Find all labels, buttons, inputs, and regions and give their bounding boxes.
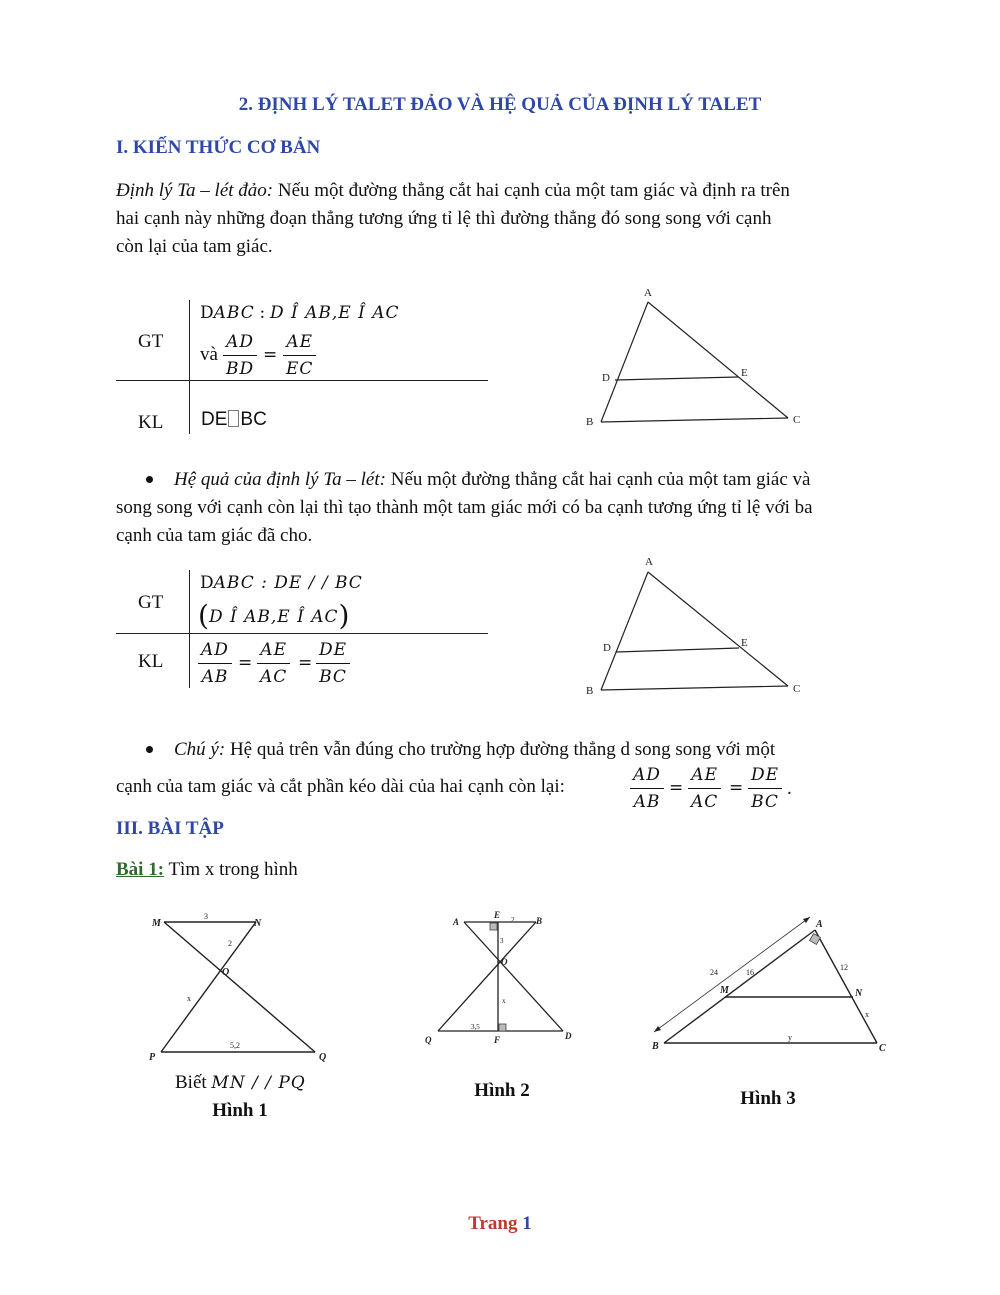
point-n-label: N — [855, 988, 863, 999]
note-period: . — [787, 778, 792, 799]
table2-frac3-den: BC — [319, 667, 347, 687]
theorem-line-1: Nếu một đường thẳng cắt hai cạnh của một tam giác và định ra trên — [273, 180, 790, 201]
corollary-line-3: cạnh của tam giác đã cho. — [116, 525, 313, 546]
table2-frac3-num: DE — [316, 640, 350, 664]
table1-parallel-glyph-box — [228, 410, 239, 427]
length-of: x — [502, 997, 506, 1005]
length-am: 16 — [746, 968, 754, 977]
segment-de — [616, 648, 739, 652]
point-a-label: A — [645, 556, 653, 568]
figure-triangle-middle — [580, 552, 810, 700]
note-frac1-num: AD — [630, 765, 664, 789]
table2-equals-2: = — [298, 653, 313, 673]
table2-gt-label: GT — [138, 592, 164, 613]
corollary-line-2: song song với cạnh còn lại thì tạo thành một tam giác mới có ba cạnh tương ứng tỉ lệ với ba — [116, 497, 813, 518]
point-b-label: B — [586, 685, 594, 697]
page-title: 2. ĐỊNH LÝ TALET ĐẢO VÀ HỆ QUẢ CỦA ĐỊNH LÝ TALET — [238, 94, 762, 115]
table2-horizontal-rule — [116, 633, 488, 634]
corollary-label: Hệ quả của định lý Ta – lét: — [174, 469, 386, 490]
table2-fraction-ad-ab — [198, 640, 232, 687]
corollary-paragraph — [116, 466, 908, 550]
table2-hypothesis-1 — [200, 572, 363, 594]
table2-frac2-den: AC — [260, 667, 288, 687]
table1-horizontal-rule — [116, 380, 488, 381]
segment-de — [615, 377, 738, 380]
exercise-1-label: Bài 1: — [116, 859, 165, 880]
table1-fraction-ae-ec — [283, 332, 316, 379]
point-c-label: C — [793, 683, 801, 695]
point-e-label: E — [494, 910, 501, 920]
segment-ad — [464, 922, 563, 1031]
point-d-label: D — [565, 1031, 572, 1041]
table1-kl-label: KL — [138, 412, 164, 433]
segment-np — [161, 922, 256, 1052]
length-an: 12 — [840, 963, 848, 972]
point-f-label: F — [494, 1035, 501, 1045]
table2-equals-1: = — [238, 653, 253, 673]
length-no: 2 — [228, 939, 232, 948]
figure-2-caption: Hình 2 — [474, 1080, 530, 1101]
figure-3-caption: Hình 3 — [740, 1088, 796, 1109]
note-frac2-num: AE — [688, 765, 721, 789]
table2-fraction-de-bc — [316, 640, 350, 687]
footer-word: Trang — [468, 1213, 518, 1234]
point-c-label: C — [879, 1043, 886, 1054]
table1-colon: : — [259, 303, 266, 323]
figure-3 — [640, 905, 900, 1060]
table2-frac1-num: AD — [198, 640, 232, 664]
note-frac3-num: DE — [748, 765, 782, 789]
length-ab: 24 — [710, 968, 718, 977]
note-fraction-ae-ac — [688, 765, 721, 812]
table2-vertical-rule — [189, 570, 190, 688]
point-e-label: E — [741, 637, 748, 649]
point-q-label: Q — [425, 1035, 432, 1045]
table2-frac1-den: AB — [201, 667, 229, 687]
note-line-2: cạnh của tam giác và cắt phần kéo dài của hai cạnh còn lại: — [116, 776, 565, 797]
dimension-arrow-top — [803, 917, 810, 923]
length-mn: 3 — [204, 912, 208, 921]
theorem-line-3: còn lại của tam giác. — [116, 236, 273, 257]
side-bc — [601, 418, 788, 422]
segment-bq — [438, 922, 536, 1031]
table2-hypothesis-2 — [198, 599, 349, 632]
note-fraction-ad-ab — [630, 765, 664, 812]
point-q-label: Q — [319, 1052, 327, 1063]
point-o-label: O — [501, 957, 508, 967]
figure-1-given-math: MN / / PQ — [211, 1073, 306, 1093]
point-a-label: A — [816, 919, 823, 930]
length-pq: 5,2 — [230, 1041, 240, 1050]
point-m-label: M — [720, 985, 729, 996]
point-b-label: B — [586, 416, 594, 428]
point-n-label: N — [254, 918, 262, 929]
table2-triangle-symbol: D — [200, 573, 214, 593]
table1-frac2-den: EC — [286, 359, 314, 379]
length-eb: 2 — [511, 916, 515, 924]
table2-open-paren: ( — [198, 599, 209, 632]
theorem-line-2: hai cạnh này những đoạn thẳng tương ứng tỉ lệ thì đường thẳng đó song song với cạnh — [116, 208, 772, 229]
table2-frac2-num: AE — [257, 640, 290, 664]
dimension-arrow-bottom — [654, 1026, 661, 1032]
side-ac — [648, 302, 788, 418]
side-ac — [648, 572, 788, 686]
theorem-paragraph — [116, 177, 908, 261]
segment-ac — [815, 930, 877, 1043]
theorem-label: Định lý Ta – lét đảo: — [116, 180, 274, 201]
right-angle-mark-f — [499, 1024, 506, 1031]
length-bc: y — [788, 1033, 792, 1042]
table1-membership: D Î AB,E Î AC — [269, 303, 400, 323]
figure-1-given-prefix: Biết — [175, 1072, 212, 1093]
side-ab — [601, 572, 648, 690]
table2-close-paren: ) — [338, 599, 350, 632]
point-a-label: A — [644, 287, 652, 299]
length-qf: 3,5 — [471, 1023, 480, 1031]
table2-kl-label: KL — [138, 651, 164, 672]
point-b-label: B — [652, 1041, 659, 1052]
corollary-line-1: Nếu một đường thẳng cắt hai cạnh của một tam giác và — [385, 469, 811, 490]
point-d-label: D — [602, 372, 610, 384]
length-nc: x — [865, 1010, 869, 1019]
segment-ab — [664, 930, 815, 1043]
figure-triangle-top — [580, 280, 810, 430]
table1-hypothesis-1 — [200, 302, 400, 324]
note-equals-2: = — [729, 778, 744, 798]
table2-fraction-ae-ac — [257, 640, 290, 687]
note-frac1-den: AB — [633, 792, 661, 812]
point-d-label: D — [603, 642, 611, 654]
figure-1 — [140, 905, 340, 1070]
side-bc — [601, 686, 788, 690]
table1-frac1-num: AD — [223, 332, 257, 356]
table1-va: và — [200, 344, 218, 365]
figure-1-given — [175, 1072, 306, 1094]
point-p-label: P — [149, 1052, 156, 1063]
table1-frac2-num: AE — [283, 332, 316, 356]
exercise-1-text: Tìm x trong hình — [164, 859, 298, 880]
table1-equals: = — [263, 345, 278, 365]
figure-2 — [420, 905, 580, 1055]
table2-parallel-statement: ABC : DE / / BC — [213, 573, 363, 593]
right-angle-mark-a — [810, 934, 821, 945]
table2-membership: D Î AB,E Î AC — [208, 607, 339, 627]
point-e-label: E — [741, 367, 748, 379]
point-m-label: M — [152, 918, 161, 929]
table1-vertical-rule — [189, 300, 190, 434]
point-b-label: B — [536, 916, 543, 926]
note-fraction-de-bc — [748, 765, 782, 812]
table1-gt-label: GT — [138, 331, 164, 352]
note-line-1: Hệ quả trên vẫn đúng cho trường hợp đường thẳng d song song với một — [225, 739, 776, 760]
note-line-1-wrap — [116, 736, 908, 764]
figure-1-caption: Hình 1 — [212, 1100, 268, 1121]
length-op: x — [187, 994, 191, 1003]
length-eo: 3 — [500, 937, 504, 945]
footer-page-number: 1 — [522, 1213, 532, 1234]
side-ab — [601, 302, 648, 422]
segment-mq — [164, 922, 315, 1052]
table1-conclusion-bc: BC — [240, 409, 267, 430]
section-heading-basics: I. KIẾN THỨC CƠ BẢN — [116, 137, 321, 158]
table1-conclusion — [201, 409, 267, 431]
page-footer — [0, 1213, 1000, 1235]
section-heading-exercises: III. BÀI TẬP — [116, 818, 224, 839]
right-angle-mark-e — [490, 923, 497, 930]
table1-fraction-ad-bd — [223, 332, 257, 379]
note-equals-1: = — [669, 778, 684, 798]
point-o-label: O — [222, 967, 230, 978]
note-label: Chú ý: — [174, 739, 226, 760]
table1-triangle-symbol: D — [200, 303, 214, 323]
dimension-line-ab — [654, 917, 810, 1032]
table1-frac1-den: BD — [226, 359, 255, 379]
point-a-label: A — [453, 917, 460, 927]
note-frac3-den: BC — [751, 792, 779, 812]
point-c-label: C — [793, 414, 801, 426]
note-frac2-den: AC — [691, 792, 719, 812]
table1-conclusion-de: DE — [201, 409, 228, 430]
table1-triangle-name: ABC — [213, 303, 255, 323]
exercise-1 — [116, 859, 298, 881]
